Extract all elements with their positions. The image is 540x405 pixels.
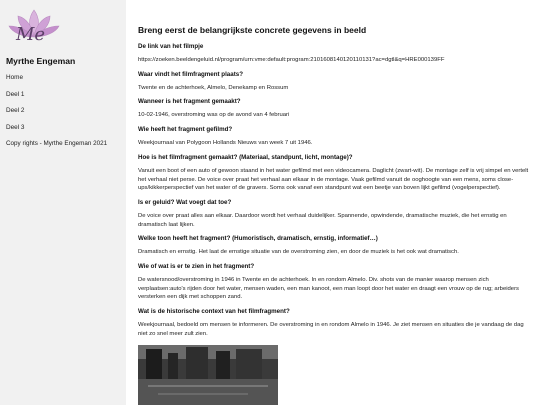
- film-still-image: [138, 345, 278, 405]
- answer-text: Dramatisch en ernstig. Het laat de ernstige situatie van de overstroming zien, en door de muziek is het ook wat dramatisch.: [138, 249, 459, 256]
- answer-text: Weekjournaal van Polygoon Hollands Nieuws van week 7 uit 1946.: [138, 140, 313, 147]
- question-heading: De link van het filmpje: [138, 43, 204, 50]
- page-title: Breng eerst de belangrijkste concrete gegevens in beeld: [138, 25, 367, 35]
- question-heading: Waar vindt het filmfragment plaats?: [138, 70, 243, 78]
- answer-text: De watersnood/overstroming in 1946 in Twente en de achterhoek. In en rondom Almelo. Div. shots van de manier waarop mensen zich verplaatsen:auto's rijden door het water, mensen waden, een man kanoot, een man loopt door het water en draagt een vrouw op de rug; arbeiders versterken een dijk met schoppen zand.: [138, 277, 519, 301]
- question-heading: Wie heeft het fragment gefilmd?: [138, 126, 233, 134]
- question-heading: Hoe is het filmfragment gemaakt? (Materiaal, standpunt, licht, montage)?: [138, 153, 353, 161]
- svg-text:Me: Me: [16, 24, 46, 45]
- question-heading: Is er geluid? Wat voegt dat toe?: [138, 198, 232, 206]
- film-still-graphic: [138, 345, 278, 405]
- main-navigation: [6, 74, 24, 140]
- answer-text: 10-02-1946, overstroming was op de avond van 4 februari: [138, 112, 290, 119]
- answer-text: De voice over praat alles aan elkaar. Daardoor wordt het verhaal duidelijker. Spannende, opwindende, dramatische muziek, die het ernstig en dramatisch laat lijken.: [138, 212, 507, 228]
- nav-item-deel-1[interactable]: Deel 1: [6, 90, 25, 98]
- question-heading: Wanneer is het fragment gemaakt?: [138, 98, 241, 106]
- question-heading: Wat is de historische context van het filmfragment?: [138, 308, 290, 316]
- sidebar: [0, 0, 126, 405]
- question-heading: Welke toon heeft het fragment? (Humoristisch, dramatisch, ernstig, informatief…): [138, 235, 378, 243]
- site-title: Myrthe Engeman: [6, 56, 76, 66]
- question-heading: Wie of wat is er te zien in het fragment?: [138, 263, 255, 271]
- nav-item-deel-3[interactable]: Deel 3: [6, 123, 25, 131]
- answer-text: Twente en de achterhoek, Almelo, Denekamp en Rossum: [138, 84, 289, 91]
- answer-text: Weekjournaal, bedoeld om mensen te informeren. De overstroming in en rondom Almelo in 1946. Je ziet mensen en situaties die je vandaag de dag niet zo snel meer zult zien.: [138, 322, 524, 337]
- nav-item-deel-2[interactable]: Deel 2: [6, 107, 25, 114]
- answer-text: Vanuit een boot of een auto of gewoon staand in het water gefilmd met een videocamera. Daglicht (zwart-wit). De montage zelf is vrij simpel en vertelt het verhaal niet perse. De voice over praat het verhaal aan elkaar in de montage. Vaak gefilmd vanuit de ooghoogte van een mens, soms close-ups/kikkerperspectief van het water of de gravers. Soms ook vanaf een standpunt wat een beetje van boven lijkt gefilmd (vogelperspectief).: [138, 167, 529, 192]
- lotus-logo[interactable]: [6, 6, 62, 46]
- copyright-notice: Copy rights - Myrthe Engeman 2021: [6, 140, 108, 147]
- nav-item-home[interactable]: Home: [6, 74, 24, 81]
- main-content: [126, 0, 540, 405]
- film-link[interactable]: https://zoeken.beeldengeluid.nl/program/urn:vme:default:program:2101608140120110131?ac=dgtl&q=HRE000139FF: [138, 57, 445, 63]
